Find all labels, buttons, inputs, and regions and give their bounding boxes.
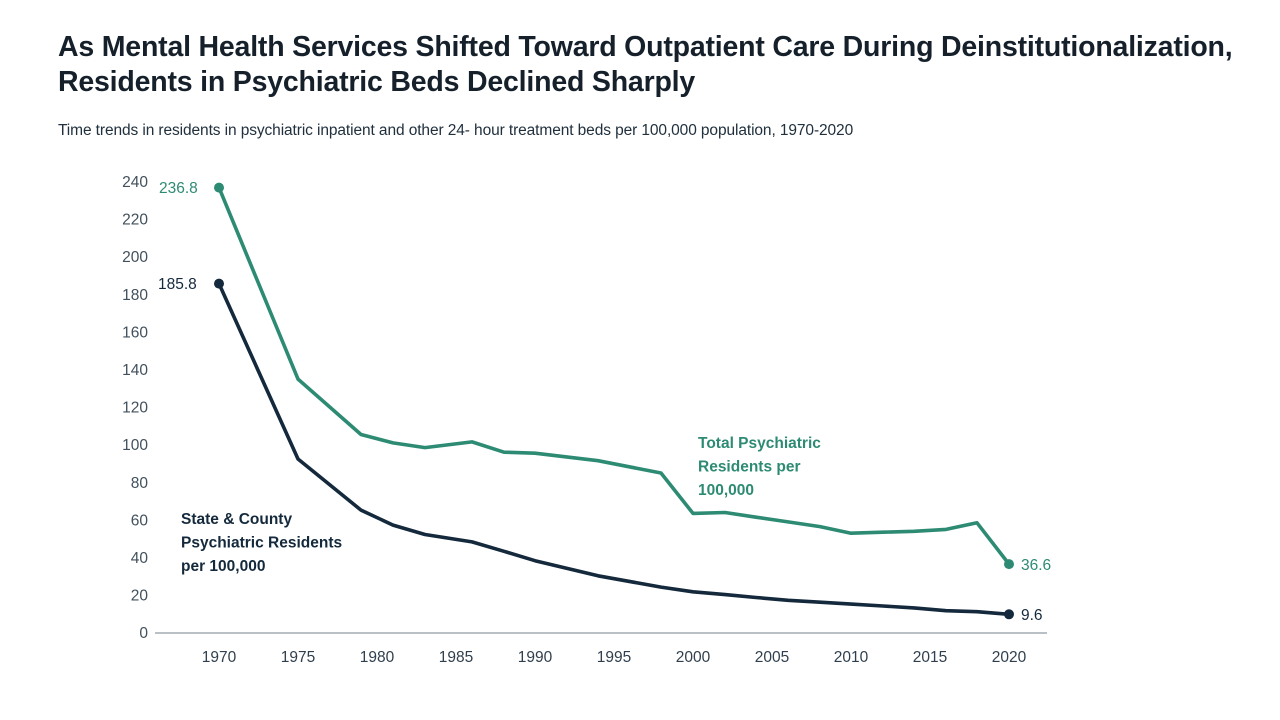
y-tick-220: 220 [122,211,148,229]
series-annotation-state: State & County Psychiatric Residents per 100,000 [181,511,343,575]
y-tick-200: 200 [122,249,148,267]
chart-container [0,150,1280,690]
label-total-start: 236.8 [159,180,198,197]
page-title: As Mental Health Services Shifted Toward Outpatient Care During Deinstitutionalization, Residents in Psychiatric Beds Declined Sharply [58,31,1233,98]
y-tick-180: 180 [122,286,148,304]
y-tick-160: 160 [122,324,148,342]
x-tick-2000: 2000 [675,649,711,666]
series-line-state [219,284,1009,615]
state-end-marker [1004,609,1014,619]
y-tick-20: 20 [130,587,148,605]
series-line-total [219,188,1009,564]
x-tick-1995: 1995 [596,649,632,666]
state-start-marker [214,279,224,289]
y-tick-60: 60 [130,512,148,530]
line-chart [0,150,1280,690]
label-state-start: 185.8 [158,276,197,293]
y-tick-40: 40 [130,550,148,567]
x-tick-2020: 2020 [991,649,1027,666]
y-tick-140: 140 [122,362,148,379]
y-tick-240: 240 [122,174,148,191]
y-tick-120: 120 [122,399,148,417]
x-axis [202,649,1027,666]
y-tick-80: 80 [130,474,148,492]
y-axis [122,174,148,642]
x-tick-2005: 2005 [754,649,790,666]
y-tick-0: 0 [139,625,148,643]
x-tick-1990: 1990 [517,649,553,666]
total-start-marker [214,183,224,193]
page-subtitle: Time trends in residents in psychiatric inpatient and other 24- hour treatment beds per 100,000 population, 1970-2020 [58,122,854,139]
x-tick-1980: 1980 [359,649,395,666]
x-tick-1975: 1975 [280,649,316,666]
y-tick-100: 100 [122,437,148,455]
series-annotation-total: Total Psychiatric Residents per 100,000 [698,435,821,499]
x-tick-1985: 1985 [438,649,474,666]
x-tick-2010: 2010 [833,649,869,666]
label-state-end: 9.6 [1021,607,1043,624]
total-end-marker [1004,559,1014,569]
label-total-end: 36.6 [1021,557,1052,574]
x-tick-2015: 2015 [912,649,948,666]
x-tick-1970: 1970 [201,649,237,666]
